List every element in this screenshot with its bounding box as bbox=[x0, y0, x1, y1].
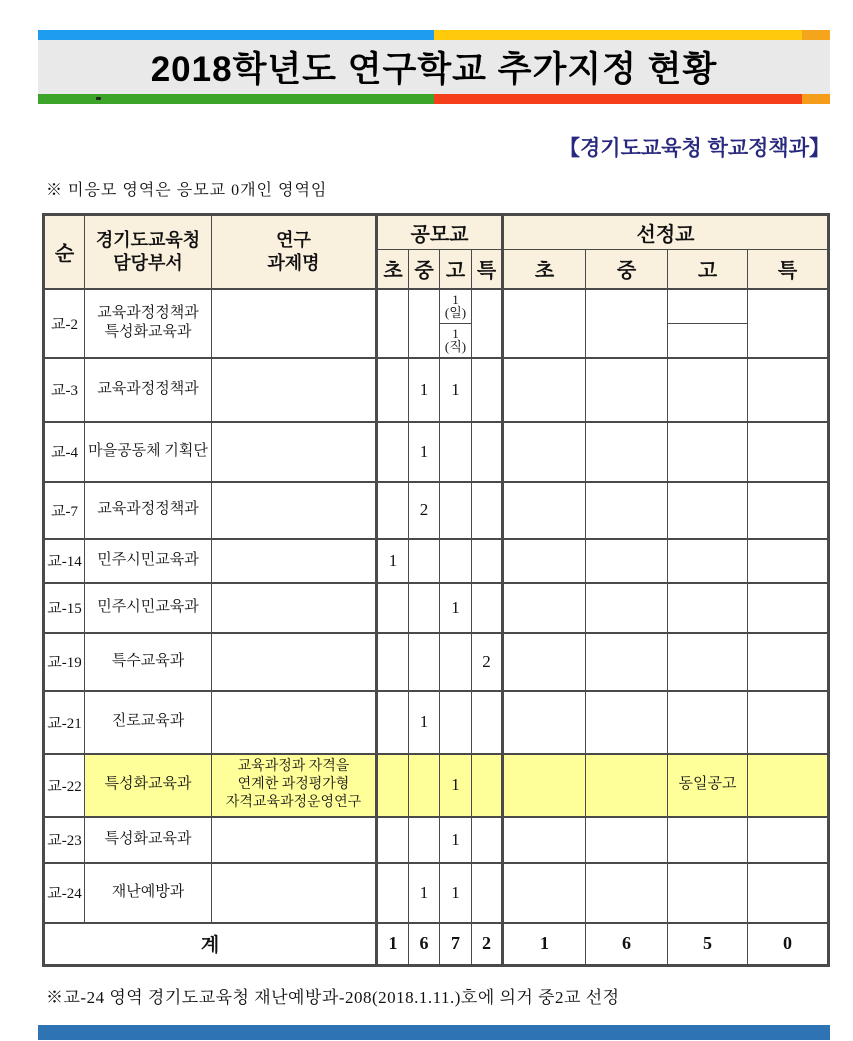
stripe-red-tip bbox=[802, 94, 830, 104]
cell-selected-cho bbox=[503, 633, 586, 691]
cell-task bbox=[212, 539, 377, 583]
research-school-table bbox=[42, 213, 830, 967]
cell-applied-cho bbox=[377, 691, 409, 754]
cell-dept: 교육과정정책과 bbox=[85, 482, 212, 539]
cell-seq: 교-19 bbox=[44, 633, 85, 691]
cell-selected-cho bbox=[503, 754, 586, 817]
cell-applied-go bbox=[440, 422, 472, 482]
cell-applied-go: 1 bbox=[440, 583, 472, 633]
cell-dept bbox=[85, 289, 212, 358]
page-title: 2018학년도 연구학교 추가지정 현황 bbox=[150, 50, 718, 89]
col-header-seq: 순 bbox=[44, 215, 85, 289]
cell-applied-jung bbox=[409, 817, 440, 863]
cell-applied-jung: 1 bbox=[409, 422, 440, 482]
table-row bbox=[44, 583, 829, 633]
cell-selected-go bbox=[668, 539, 748, 583]
group-header-selected: 선정교 bbox=[503, 215, 829, 250]
cell-selected-jung bbox=[586, 583, 668, 633]
cell-seq: 교-7 bbox=[44, 482, 85, 539]
cell-selected-jung bbox=[586, 358, 668, 422]
cell-selected-jung bbox=[586, 754, 668, 817]
cell-applied-go-bottom bbox=[440, 324, 472, 358]
cell-selected-cho bbox=[503, 482, 586, 539]
cell-dept: 민주시민교육과 bbox=[85, 539, 212, 583]
cell-selected-cho bbox=[503, 583, 586, 633]
cell-total-selected-jung: 6 bbox=[586, 923, 668, 966]
stripe-red-segment bbox=[434, 94, 802, 104]
cell-dept: 진로교육과 bbox=[85, 691, 212, 754]
footer-blue-bar bbox=[38, 1025, 830, 1040]
cell-applied-cho bbox=[377, 358, 409, 422]
cell-selected-jung bbox=[586, 863, 668, 923]
title-banner bbox=[38, 40, 830, 94]
cell-selected-go bbox=[668, 691, 748, 754]
cell-selected-teuk bbox=[748, 482, 829, 539]
cell-total-selected-go: 5 bbox=[668, 923, 748, 966]
table-total-row bbox=[44, 923, 829, 966]
cell-applied-teuk bbox=[472, 691, 503, 754]
col-header-selected-cho: 초 bbox=[503, 250, 586, 289]
cell-selected-teuk bbox=[748, 817, 829, 863]
cell-applied-jung: 1 bbox=[409, 358, 440, 422]
table-row bbox=[44, 863, 829, 923]
header-top-stripe bbox=[38, 30, 830, 40]
cell-applied-go bbox=[440, 539, 472, 583]
applied-go-bottom-count: 1 bbox=[452, 325, 459, 341]
applied-go-top-count: 1 bbox=[452, 291, 459, 307]
cell-dept: 교육과정정책과 bbox=[85, 358, 212, 422]
cell-applied-jung bbox=[409, 633, 440, 691]
cell-selected-jung bbox=[586, 482, 668, 539]
table-row bbox=[44, 633, 829, 691]
cell-total-label: 계 bbox=[44, 923, 377, 966]
cell-total-applied-jung: 6 bbox=[409, 923, 440, 966]
cell-applied-go bbox=[440, 691, 472, 754]
cell-applied-jung bbox=[409, 289, 440, 358]
cell-task bbox=[212, 482, 377, 539]
cell-applied-cho bbox=[377, 754, 409, 817]
cell-applied-teuk: 2 bbox=[472, 633, 503, 691]
cell-selected-cho bbox=[503, 817, 586, 863]
cell-seq: 교-23 bbox=[44, 817, 85, 863]
cell-selected-teuk bbox=[748, 289, 829, 358]
applied-go-bottom-tag: (직) bbox=[444, 339, 467, 355]
stripe-mark bbox=[96, 97, 101, 100]
cell-applied-go bbox=[440, 482, 472, 539]
col-header-dept-line2: 담당부서 bbox=[113, 252, 183, 273]
table-row bbox=[44, 422, 829, 482]
cell-seq: 교-2 bbox=[44, 289, 85, 358]
cell-dept: 특성화교육과 bbox=[85, 817, 212, 863]
cell-applied-cho bbox=[377, 633, 409, 691]
cell-applied-teuk bbox=[472, 817, 503, 863]
table-row bbox=[44, 691, 829, 754]
cell-dept-line2: 특성화교육과 bbox=[104, 324, 192, 340]
bottom-note: ※교-24 영역 경기도교육청 재난예방과-208(2018.1.11.)호에 의거 중2교 선정 bbox=[46, 988, 620, 1007]
top-note: ※ 미응모 영역은 응모교 0개인 영역임 bbox=[46, 182, 328, 199]
cell-applied-jung: 2 bbox=[409, 482, 440, 539]
col-header-applied-go: 고 bbox=[440, 250, 472, 289]
cell-applied-jung: 1 bbox=[409, 863, 440, 923]
cell-selected-jung bbox=[586, 817, 668, 863]
cell-selected-jung bbox=[586, 422, 668, 482]
cell-seq: 교-21 bbox=[44, 691, 85, 754]
cell-dept: 민주시민교육과 bbox=[85, 583, 212, 633]
cell-applied-jung bbox=[409, 539, 440, 583]
cell-selected-teuk bbox=[748, 422, 829, 482]
cell-selected-cho bbox=[503, 691, 586, 754]
cell-seq: 교-14 bbox=[44, 539, 85, 583]
cell-applied-go: 1 bbox=[440, 754, 472, 817]
cell-total-applied-teuk: 2 bbox=[472, 923, 503, 966]
cell-applied-jung: 1 bbox=[409, 691, 440, 754]
cell-applied-go: 1 bbox=[440, 863, 472, 923]
cell-selected-go bbox=[668, 358, 748, 422]
cell-dept: 특수교육과 bbox=[85, 633, 212, 691]
cell-applied-cho: 1 bbox=[377, 539, 409, 583]
stripe-yellow-segment bbox=[434, 30, 802, 40]
cell-selected-go bbox=[668, 422, 748, 482]
cell-task bbox=[212, 863, 377, 923]
cell-selected-teuk bbox=[748, 583, 829, 633]
table-row bbox=[44, 358, 829, 422]
cell-total-selected-cho: 1 bbox=[503, 923, 586, 966]
cell-task bbox=[212, 422, 377, 482]
table-row bbox=[44, 539, 829, 583]
table-row bbox=[44, 817, 829, 863]
cell-selected-teuk bbox=[748, 863, 829, 923]
cell-selected-teuk bbox=[748, 539, 829, 583]
cell-selected-jung bbox=[586, 539, 668, 583]
cell-selected-teuk bbox=[748, 633, 829, 691]
cell-task-line3: 자격교육과정운영연구 bbox=[225, 795, 362, 811]
header-row-groups bbox=[44, 215, 829, 250]
cell-applied-jung bbox=[409, 583, 440, 633]
cell-seq: 교-22 bbox=[44, 754, 85, 817]
cell-selected-go: 동일공고 bbox=[668, 754, 748, 817]
cell-applied-teuk bbox=[472, 289, 503, 358]
cell-applied-cho bbox=[377, 482, 409, 539]
cell-selected-go bbox=[668, 863, 748, 923]
cell-applied-jung bbox=[409, 754, 440, 817]
cell-applied-teuk bbox=[472, 583, 503, 633]
cell-task bbox=[212, 358, 377, 422]
cell-selected-go bbox=[668, 633, 748, 691]
col-header-dept-line1: 경기도교육청 bbox=[95, 230, 201, 251]
cell-task bbox=[212, 583, 377, 633]
cell-task bbox=[212, 289, 377, 358]
cell-applied-cho bbox=[377, 422, 409, 482]
cell-applied-go: 1 bbox=[440, 817, 472, 863]
cell-selected-cho bbox=[503, 422, 586, 482]
cell-applied-teuk bbox=[472, 422, 503, 482]
cell-task bbox=[212, 633, 377, 691]
cell-seq: 교-15 bbox=[44, 583, 85, 633]
stripe-yellow-tip bbox=[802, 30, 830, 40]
cell-applied-teuk bbox=[472, 482, 503, 539]
cell-total-applied-cho: 1 bbox=[377, 923, 409, 966]
col-header-selected-teuk: 특 bbox=[748, 250, 829, 289]
stripe-blue-segment bbox=[38, 30, 434, 40]
header-bottom-stripe bbox=[38, 94, 830, 104]
cell-applied-cho bbox=[377, 289, 409, 358]
cell-selected-cho bbox=[503, 358, 586, 422]
cell-applied-cho bbox=[377, 583, 409, 633]
col-header-dept bbox=[85, 215, 212, 289]
cell-dept: 특성화교육과 bbox=[85, 754, 212, 817]
cell-selected-jung bbox=[586, 633, 668, 691]
cell-seq: 교-24 bbox=[44, 863, 85, 923]
cell-selected-cho bbox=[503, 539, 586, 583]
table-row-highlighted bbox=[44, 754, 829, 817]
cell-task bbox=[212, 754, 377, 817]
cell-task bbox=[212, 817, 377, 863]
org-label: 【경기도교육청 학교정책과】 bbox=[559, 137, 830, 160]
cell-task-line1: 교육과정과 자격을 bbox=[237, 758, 350, 774]
group-header-applied: 공모교 bbox=[377, 215, 503, 250]
cell-selected-cho bbox=[503, 863, 586, 923]
cell-dept: 재난예방과 bbox=[85, 863, 212, 923]
col-header-selected-jung: 중 bbox=[586, 250, 668, 289]
cell-applied-teuk bbox=[472, 754, 503, 817]
cell-dept: 마을공동체 기획단 bbox=[85, 422, 212, 482]
cell-selected-go bbox=[668, 583, 748, 633]
cell-selected-teuk bbox=[748, 358, 829, 422]
cell-applied-go bbox=[440, 633, 472, 691]
cell-dept-line1: 교육과정정책과 bbox=[97, 304, 199, 321]
cell-task bbox=[212, 691, 377, 754]
cell-selected-cho bbox=[503, 289, 586, 358]
cell-applied-go-top bbox=[440, 289, 472, 324]
cell-applied-cho bbox=[377, 817, 409, 863]
cell-applied-cho bbox=[377, 863, 409, 923]
col-header-applied-teuk: 특 bbox=[472, 250, 503, 289]
cell-total-selected-teuk: 0 bbox=[748, 923, 829, 966]
cell-selected-go-top bbox=[668, 289, 748, 324]
cell-applied-teuk bbox=[472, 863, 503, 923]
cell-applied-teuk bbox=[472, 539, 503, 583]
table-row bbox=[44, 289, 829, 324]
cell-selected-go bbox=[668, 817, 748, 863]
col-header-task bbox=[212, 215, 377, 289]
cell-selected-jung bbox=[586, 691, 668, 754]
col-header-task-line2: 과제명 bbox=[267, 252, 320, 273]
cell-task-line2: 연계한 과정평가형 bbox=[237, 776, 350, 792]
cell-applied-teuk bbox=[472, 358, 503, 422]
col-header-applied-cho: 초 bbox=[377, 250, 409, 289]
cell-selected-go-bottom bbox=[668, 324, 748, 358]
col-header-applied-jung: 중 bbox=[409, 250, 440, 289]
table-row bbox=[44, 482, 829, 539]
applied-go-top-tag: (일) bbox=[444, 305, 467, 321]
cell-total-applied-go: 7 bbox=[440, 923, 472, 966]
cell-selected-teuk bbox=[748, 754, 829, 817]
cell-seq: 교-4 bbox=[44, 422, 85, 482]
cell-selected-go bbox=[668, 482, 748, 539]
cell-selected-teuk bbox=[748, 691, 829, 754]
cell-applied-go: 1 bbox=[440, 358, 472, 422]
cell-seq: 교-3 bbox=[44, 358, 85, 422]
col-header-task-line1: 연구 bbox=[276, 230, 311, 251]
col-header-selected-go: 고 bbox=[668, 250, 748, 289]
cell-selected-jung bbox=[586, 289, 668, 358]
